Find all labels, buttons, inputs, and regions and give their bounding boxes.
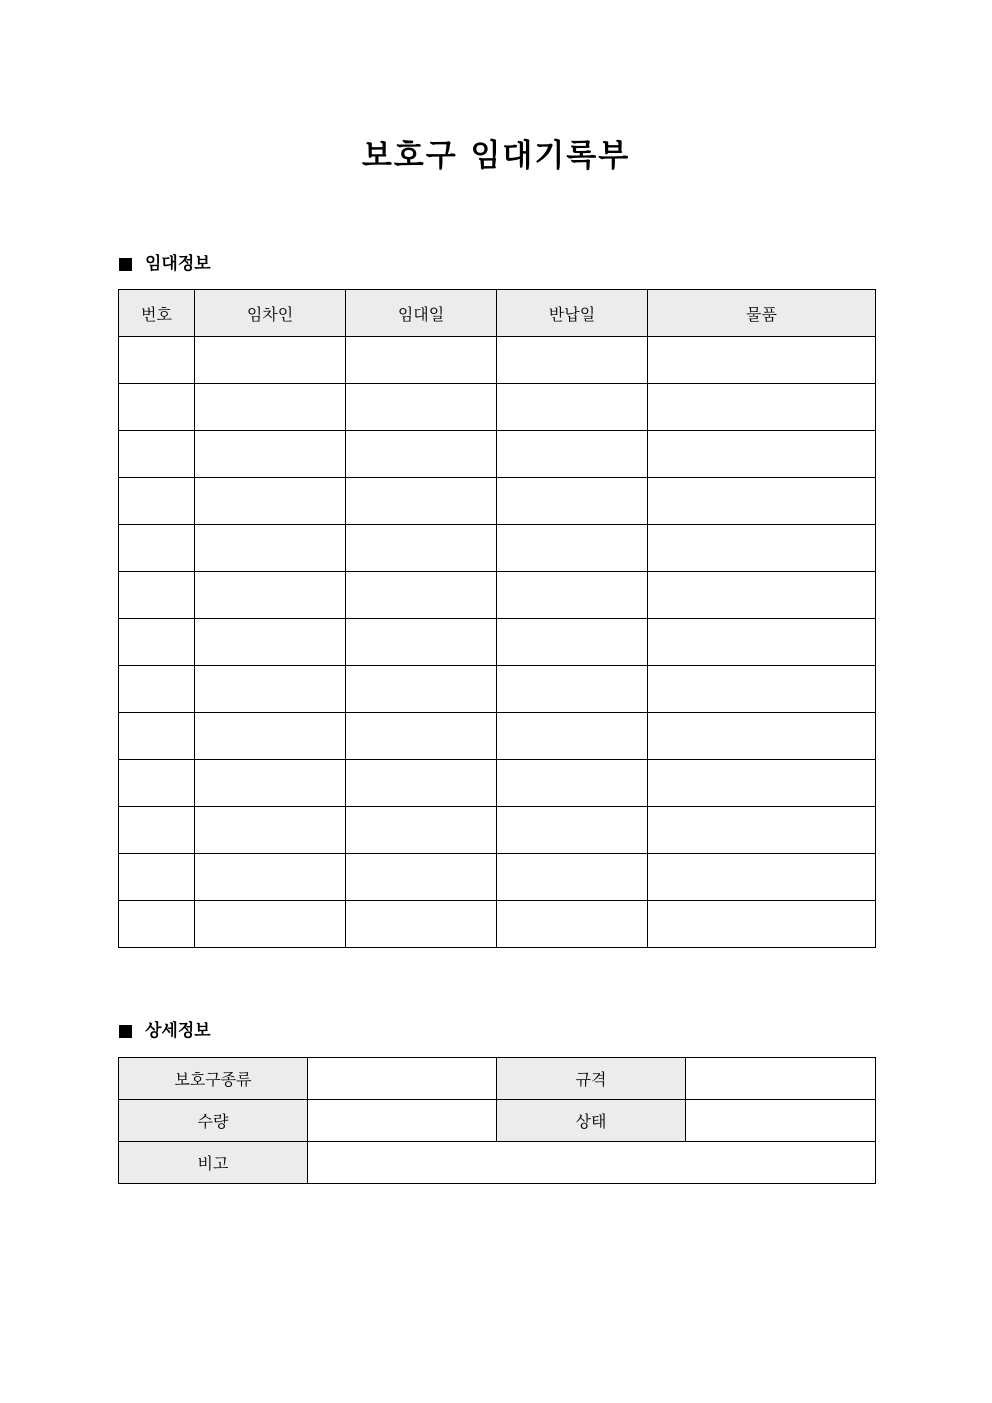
column-header-item: 물품 — [648, 290, 876, 337]
table-row — [119, 760, 876, 807]
table-row — [119, 572, 876, 619]
rental-date-cell[interactable] — [346, 619, 497, 666]
rental-date-cell[interactable] — [346, 854, 497, 901]
table-row — [119, 478, 876, 525]
equipment-type-value[interactable] — [308, 1058, 497, 1100]
table-row — [119, 666, 876, 713]
table-row — [119, 337, 876, 384]
remarks-label: 비고 — [119, 1142, 308, 1184]
item-cell[interactable] — [648, 713, 876, 760]
item-cell[interactable] — [648, 337, 876, 384]
renter-cell[interactable] — [195, 431, 346, 478]
table-row — [119, 384, 876, 431]
rental-section-heading-label: 임대정보 — [145, 254, 211, 274]
quantity-value[interactable] — [308, 1100, 497, 1142]
number-cell[interactable] — [119, 337, 195, 384]
renter-cell[interactable] — [195, 337, 346, 384]
number-cell[interactable] — [119, 760, 195, 807]
return-date-cell[interactable] — [497, 901, 648, 948]
renter-cell[interactable] — [195, 713, 346, 760]
return-date-cell[interactable] — [497, 525, 648, 572]
rental-date-cell[interactable] — [346, 525, 497, 572]
detail-row-remarks — [119, 1142, 876, 1184]
renter-cell[interactable] — [195, 901, 346, 948]
number-cell[interactable] — [119, 572, 195, 619]
item-cell[interactable] — [648, 525, 876, 572]
renter-cell[interactable] — [195, 478, 346, 525]
rental-date-cell[interactable] — [346, 384, 497, 431]
column-header-number: 번호 — [119, 290, 195, 337]
number-cell[interactable] — [119, 713, 195, 760]
column-header-renter: 임차인 — [195, 290, 346, 337]
item-cell[interactable] — [648, 384, 876, 431]
number-cell[interactable] — [119, 384, 195, 431]
item-cell[interactable] — [648, 807, 876, 854]
number-cell[interactable] — [119, 478, 195, 525]
number-cell[interactable] — [119, 901, 195, 948]
renter-cell[interactable] — [195, 807, 346, 854]
return-date-cell[interactable] — [497, 666, 648, 713]
table-row — [119, 431, 876, 478]
number-cell[interactable] — [119, 854, 195, 901]
column-header-return-date: 반납일 — [497, 290, 648, 337]
return-date-cell[interactable] — [497, 337, 648, 384]
table-row — [119, 713, 876, 760]
equipment-type-label: 보호구종류 — [119, 1058, 308, 1100]
detail-row-type-spec — [119, 1058, 876, 1100]
square-bullet-icon — [119, 258, 132, 271]
spec-value[interactable] — [686, 1058, 876, 1100]
renter-cell[interactable] — [195, 572, 346, 619]
item-cell[interactable] — [648, 666, 876, 713]
number-cell[interactable] — [119, 666, 195, 713]
rental-date-cell[interactable] — [346, 807, 497, 854]
item-cell[interactable] — [648, 572, 876, 619]
rental-date-cell[interactable] — [346, 901, 497, 948]
renter-cell[interactable] — [195, 619, 346, 666]
detail-section-heading — [119, 1019, 211, 1043]
page-title: 보호구 임대기록부 — [361, 138, 631, 174]
detail-row-quantity-condition — [119, 1100, 876, 1142]
return-date-cell[interactable] — [497, 619, 648, 666]
rental-date-cell[interactable] — [346, 666, 497, 713]
item-cell[interactable] — [648, 854, 876, 901]
remarks-value[interactable] — [308, 1142, 876, 1184]
rental-date-cell[interactable] — [346, 478, 497, 525]
return-date-cell[interactable] — [497, 384, 648, 431]
number-cell[interactable] — [119, 431, 195, 478]
rental-date-cell[interactable] — [346, 572, 497, 619]
rental-date-cell[interactable] — [346, 337, 497, 384]
column-header-rental-date: 임대일 — [346, 290, 497, 337]
spec-label: 규격 — [497, 1058, 686, 1100]
return-date-cell[interactable] — [497, 807, 648, 854]
rental-section-heading — [119, 252, 211, 276]
return-date-cell[interactable] — [497, 713, 648, 760]
rental-date-cell[interactable] — [346, 760, 497, 807]
item-cell[interactable] — [648, 478, 876, 525]
return-date-cell[interactable] — [497, 572, 648, 619]
table-row — [119, 854, 876, 901]
rental-table-body — [119, 337, 876, 948]
item-cell[interactable] — [648, 760, 876, 807]
detail-table — [118, 1057, 876, 1184]
table-row — [119, 525, 876, 572]
condition-value[interactable] — [686, 1100, 876, 1142]
table-row — [119, 901, 876, 948]
return-date-cell[interactable] — [497, 760, 648, 807]
return-date-cell[interactable] — [497, 478, 648, 525]
renter-cell[interactable] — [195, 760, 346, 807]
renter-cell[interactable] — [195, 854, 346, 901]
detail-section-heading-label: 상세정보 — [145, 1021, 211, 1041]
table-row — [119, 619, 876, 666]
return-date-cell[interactable] — [497, 854, 648, 901]
square-bullet-icon — [119, 1025, 132, 1038]
rental-date-cell[interactable] — [346, 713, 497, 760]
number-cell[interactable] — [119, 619, 195, 666]
table-row — [119, 807, 876, 854]
return-date-cell[interactable] — [497, 431, 648, 478]
renter-cell[interactable] — [195, 525, 346, 572]
renter-cell[interactable] — [195, 384, 346, 431]
number-cell[interactable] — [119, 525, 195, 572]
item-cell[interactable] — [648, 901, 876, 948]
rental-table-header-row — [119, 290, 876, 337]
renter-cell[interactable] — [195, 666, 346, 713]
item-cell[interactable] — [648, 431, 876, 478]
quantity-label: 수량 — [119, 1100, 308, 1142]
rental-table — [118, 289, 876, 948]
number-cell[interactable] — [119, 807, 195, 854]
rental-date-cell[interactable] — [346, 431, 497, 478]
item-cell[interactable] — [648, 619, 876, 666]
condition-label: 상태 — [497, 1100, 686, 1142]
